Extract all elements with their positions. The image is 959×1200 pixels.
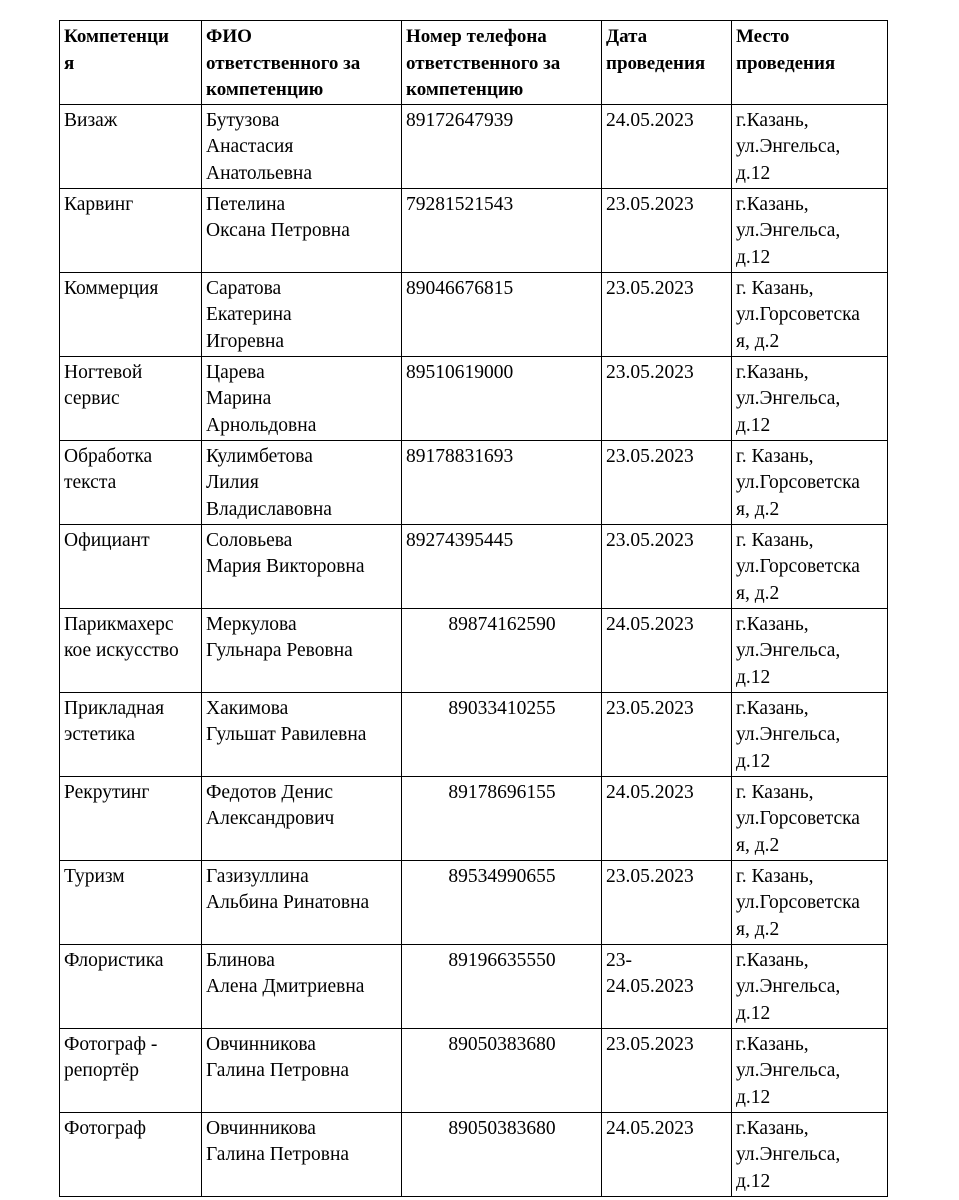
cell-phone: 89033410255 [402,692,602,776]
cell-competency: Фотограф [60,1112,202,1196]
cell-responsible-name: Овчинникова Галина Петровна [202,1112,402,1196]
cell-responsible-name: Кулимбетова Лилия Владиславовна [202,440,402,524]
cell-place: г. Казань, ул.Горсоветска я, д.2 [732,524,888,608]
cell-responsible-name: Петелина Оксана Петровна [202,188,402,272]
cell-place: г. Казань, ул.Горсоветска я, д.2 [732,860,888,944]
cell-phone: 89534990655 [402,860,602,944]
header-date: Дата проведения [602,21,732,105]
cell-phone: 89274395445 [402,524,602,608]
cell-place: г.Казань, ул.Энгельса, д.12 [732,692,888,776]
cell-competency: Фотограф - репортёр [60,1028,202,1112]
cell-place: г. Казань, ул.Горсоветска я, д.2 [732,440,888,524]
cell-place: г.Казань, ул.Энгельса, д.12 [732,104,888,188]
cell-phone: 79281521543 [402,188,602,272]
cell-date: 23.05.2023 [602,1028,732,1112]
header-place: Место проведения [732,21,888,105]
cell-date: 23.05.2023 [602,692,732,776]
table-row [60,1112,888,1196]
cell-date: 23.05.2023 [602,356,732,440]
header-responsible-phone: Номер телефона ответственного за компетенцию [402,21,602,105]
cell-competency: Ногтевой сервис [60,356,202,440]
header-row [60,21,888,105]
cell-date: 23.05.2023 [602,860,732,944]
cell-competency: Карвинг [60,188,202,272]
cell-phone: 89050383680 [402,1112,602,1196]
cell-responsible-name: Соловьева Мария Викторовна [202,524,402,608]
cell-phone: 89172647939 [402,104,602,188]
table-row [60,356,888,440]
cell-place: г. Казань, ул.Горсоветска я, д.2 [732,272,888,356]
cell-competency: Флористика [60,944,202,1028]
cell-responsible-name: Блинова Алена Дмитриевна [202,944,402,1028]
cell-date: 24.05.2023 [602,1112,732,1196]
cell-competency: Прикладная эстетика [60,692,202,776]
cell-date: 23- 24.05.2023 [602,944,732,1028]
cell-responsible-name: Хакимова Гульшат Равилевна [202,692,402,776]
cell-date: 23.05.2023 [602,524,732,608]
cell-competency: Коммерция [60,272,202,356]
cell-date: 24.05.2023 [602,104,732,188]
cell-date: 23.05.2023 [602,272,732,356]
cell-competency: Туризм [60,860,202,944]
cell-phone: 89178831693 [402,440,602,524]
cell-phone: 89050383680 [402,1028,602,1112]
cell-place: г.Казань, ул.Энгельса, д.12 [732,1028,888,1112]
cell-competency: Обработка текста [60,440,202,524]
header-responsible-name: ФИО ответственного за компетенцию [202,21,402,105]
table-row [60,104,888,188]
cell-competency: Официант [60,524,202,608]
cell-place: г. Казань, ул.Горсоветска я, д.2 [732,776,888,860]
table-body [60,104,888,1196]
cell-date: 24.05.2023 [602,776,732,860]
cell-place: г.Казань, ул.Энгельса, д.12 [732,944,888,1028]
cell-date: 23.05.2023 [602,440,732,524]
table-row [60,188,888,272]
header-competency: Компетенци я [60,21,202,105]
cell-phone: 89178696155 [402,776,602,860]
cell-responsible-name: Меркулова Гульнара Ревовна [202,608,402,692]
cell-phone: 89046676815 [402,272,602,356]
cell-responsible-name: Бутузова Анастасия Анатольевна [202,104,402,188]
cell-competency: Визаж [60,104,202,188]
table-row [60,860,888,944]
cell-responsible-name: Саратова Екатерина Игоревна [202,272,402,356]
cell-responsible-name: Царева Марина Арнольдовна [202,356,402,440]
cell-phone: 89874162590 [402,608,602,692]
table-row [60,608,888,692]
table-row [60,272,888,356]
cell-date: 23.05.2023 [602,188,732,272]
cell-date: 24.05.2023 [602,608,732,692]
table-row [60,776,888,860]
cell-place: г.Казань, ул.Энгельса, д.12 [732,356,888,440]
cell-responsible-name: Федотов Денис Александрович [202,776,402,860]
competency-table [59,20,888,1197]
cell-place: г.Казань, ул.Энгельса, д.12 [732,1112,888,1196]
table-row [60,440,888,524]
table-row [60,692,888,776]
cell-responsible-name: Газизуллина Альбина Ринатовна [202,860,402,944]
table-row [60,1028,888,1112]
cell-competency: Парикмахерс кое искусство [60,608,202,692]
cell-competency: Рекрутинг [60,776,202,860]
cell-phone: 89196635550 [402,944,602,1028]
table-row [60,944,888,1028]
cell-place: г.Казань, ул.Энгельса, д.12 [732,608,888,692]
table-row [60,524,888,608]
cell-place: г.Казань, ул.Энгельса, д.12 [732,188,888,272]
cell-phone: 89510619000 [402,356,602,440]
cell-responsible-name: Овчинникова Галина Петровна [202,1028,402,1112]
